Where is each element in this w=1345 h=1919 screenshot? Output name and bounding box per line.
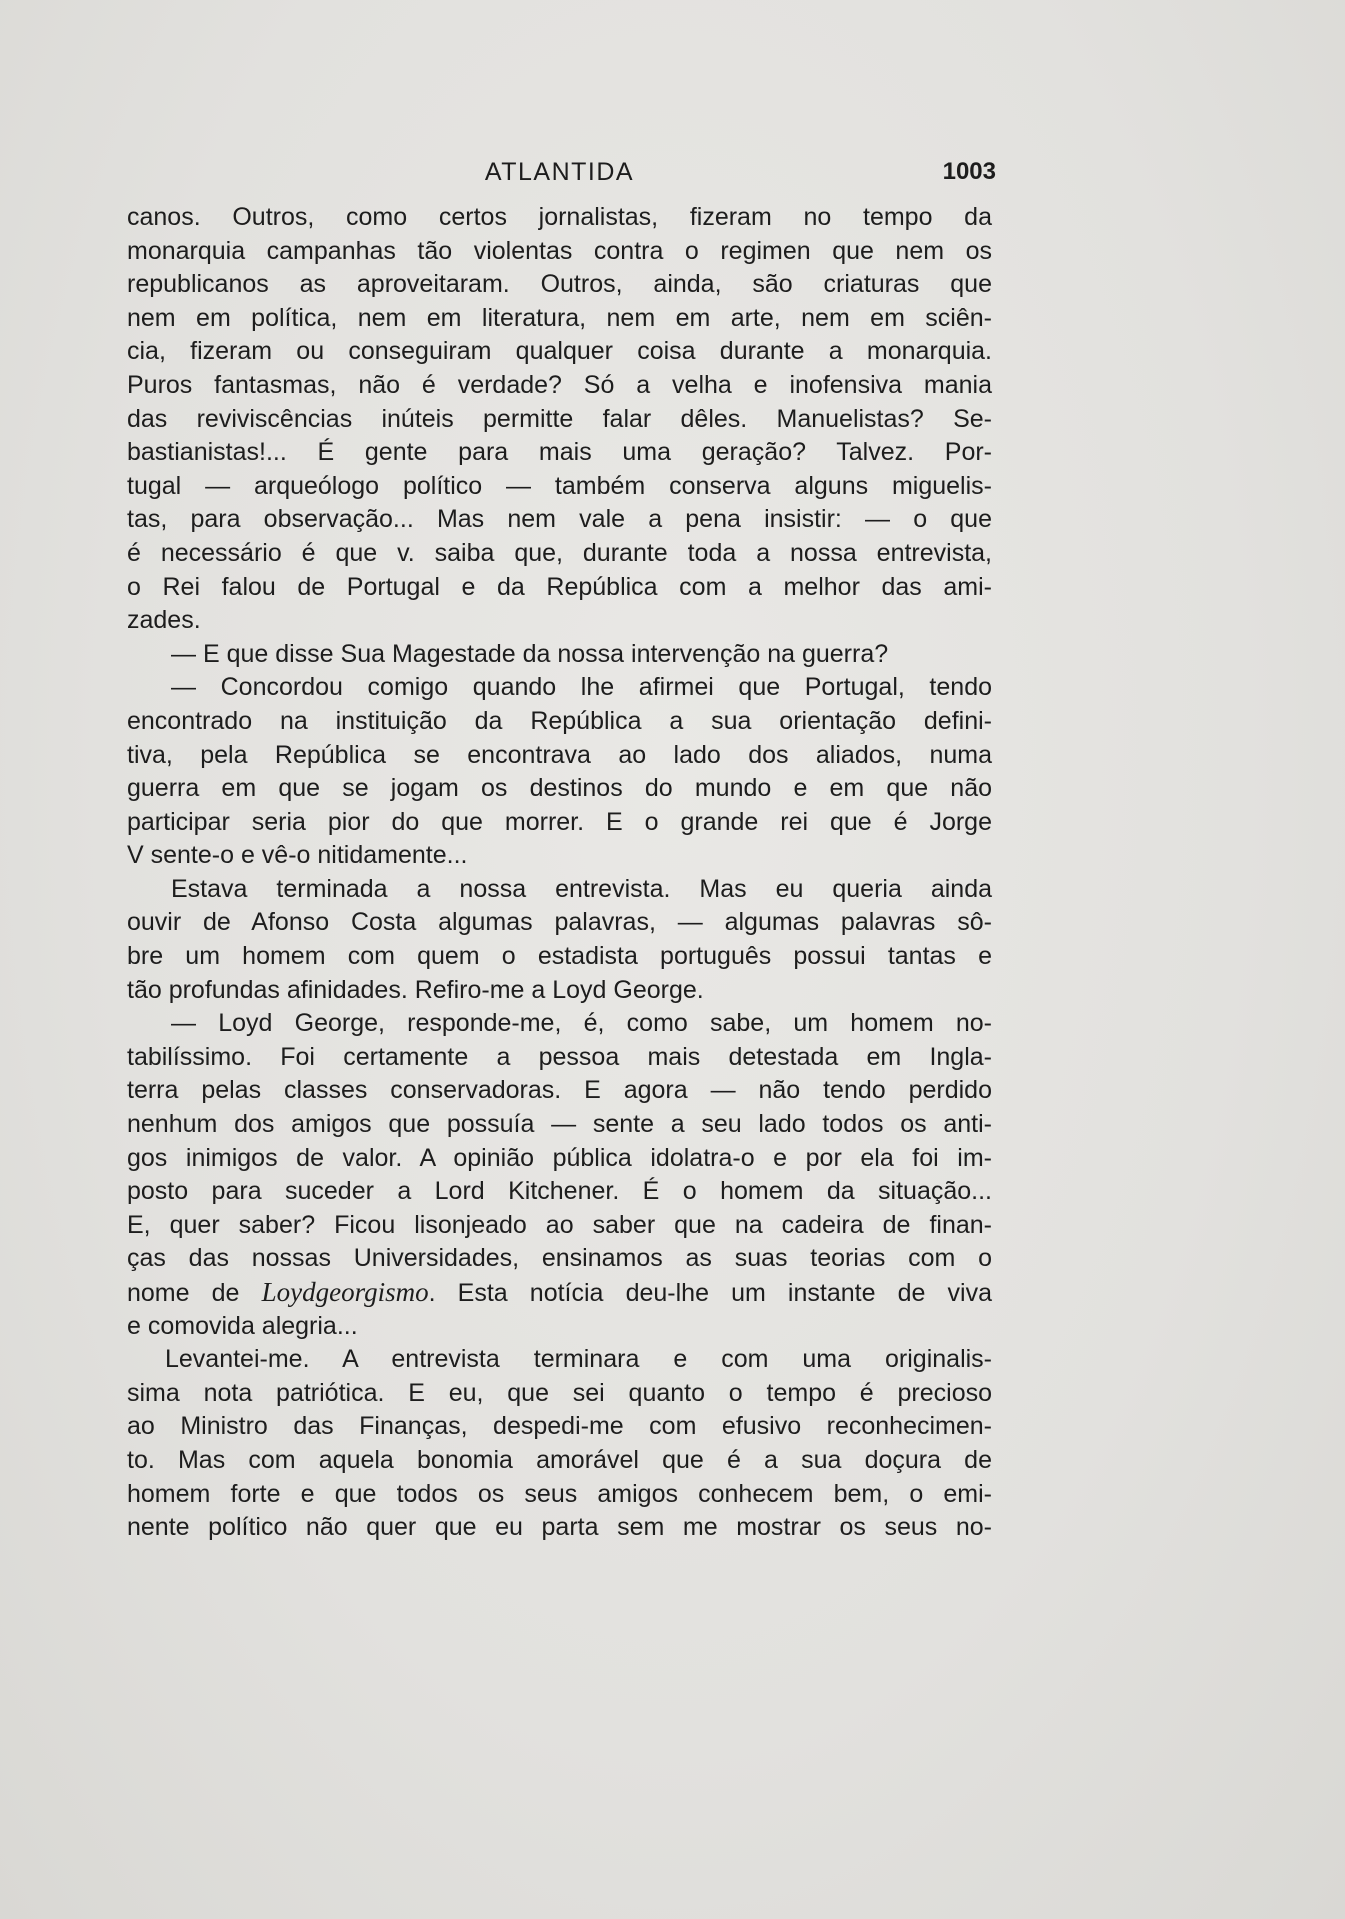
text-line: E, quer saber? Ficou lisonjeado ao saber que na cadeira de finan- [127,1210,992,1239]
text-line: terra pelas classes conservadoras. E agora — não tendo perdido [127,1076,992,1105]
body-text [127,201,992,1545]
text-line: — Concordou comigo quando lhe afirmei que Portugal, tendo [171,673,992,702]
text-line: zades. [127,606,201,635]
text-line: ouvir de Afonso Costa algumas palavras, — algumas palavras sô- [127,908,992,937]
text-line: Levantei-me. A entrevista terminara e com uma originalis- [165,1345,992,1374]
text-line: ças das nossas Universidades, ensinamos as suas teorias com o [127,1244,992,1273]
text-line: to. Mas com aquela bonomia amorável que é a sua doçura de [127,1445,992,1474]
text-line: bre um homem com quem o estadista português possui tantas e [127,942,992,971]
text-line: canos. Outros, como certos jornalistas, fizeram no tempo da [127,203,992,231]
text-line: tiva, pela República se encontrava ao lado dos aliados, numa [127,740,992,769]
text-line: tão profundas afinidades. Refiro-me a Loyd George. [127,975,704,1004]
text-line: posto para suceder a Lord Kitchener. É o homem da situação... [127,1177,992,1206]
text-line: nente político não quer que eu parta sem me mostrar os seus no- [127,1513,992,1542]
text-line: Estava terminada a nossa entrevista. Mas eu queria ainda [171,874,992,903]
text-line: nenhum dos amigos que possuía — sente a seu lado todos os anti- [127,1110,992,1139]
text-line: cia, fizeram ou conseguiram qualquer coisa durante a monarquia. [127,337,992,366]
text-line: monarquia campanhas tão violentas contra o regimen que nem os [127,236,992,265]
text-line: e comovida alegria... [127,1311,358,1340]
text-line: o Rei falou de Portugal e da República com a melhor das ami- [127,572,992,601]
text-line: — E que disse Sua Magestade da nossa intervenção na guerra? [171,639,889,668]
text-line: tabilíssimo. Foi certamente a pessoa mais detestada em Ingla- [127,1042,992,1071]
text-line: é necessário é que v. saiba que, durante toda a nossa entrevista, [127,538,992,567]
text-line: tas, para observação... Mas nem vale a pena insistir: — o que [127,505,992,534]
text-line: encontrado na instituição da República a sua orientação defini- [127,706,992,735]
text-segment: nome de [127,1279,262,1307]
text-line: ao Ministro das Finanças, despedi-me com efusivo reconhecimen- [127,1412,992,1441]
text-line: gos inimigos de valor. A opinião pública idolatra-o e por ela foi im- [127,1143,992,1172]
text-line: homem forte e que todos os seus amigos conhecem bem, o emi- [127,1479,992,1508]
text-line: nem em política, nem em literatura, nem em arte, nem em sciên- [127,303,992,332]
page-header [127,150,996,190]
text-line: republicanos as aproveitaram. Outros, ainda, são criaturas que [127,270,992,299]
text-line: participar seria pior do que morrer. E o grande rei que é Jorge [127,807,992,836]
page-number: 1003 [942,158,996,185]
text-line: guerra em que se jogam os destinos do mundo e em que não [127,774,992,803]
text-line: tugal — arqueólogo político — também conserva alguns miguelis- [127,471,992,500]
running-title: ATLANTIDA [484,158,635,186]
text-segment: . Esta notícia deu-lhe um instante de viva [428,1279,992,1307]
text-line: bastianistas!... É gente para mais uma geração? Talvez. Por- [127,438,992,467]
text-line: — Loyd George, responde-me, é, como sabe, um homem no- [171,1009,992,1038]
text-line-with-italic [127,1276,992,1310]
text-line: Puros fantasmas, não é verdade? Só a velha e inofensiva mania [127,370,992,399]
text-line: V sente-o e vê-o nitidamente... [127,841,468,870]
italic-term: Loydgeorgismo [261,1277,429,1307]
text-line: sima nota patriótica. E eu, que sei quanto o tempo é precioso [127,1378,992,1407]
text-line: das reviviscências inúteis permitte falar dêles. Manuelistas? Se- [127,404,992,433]
